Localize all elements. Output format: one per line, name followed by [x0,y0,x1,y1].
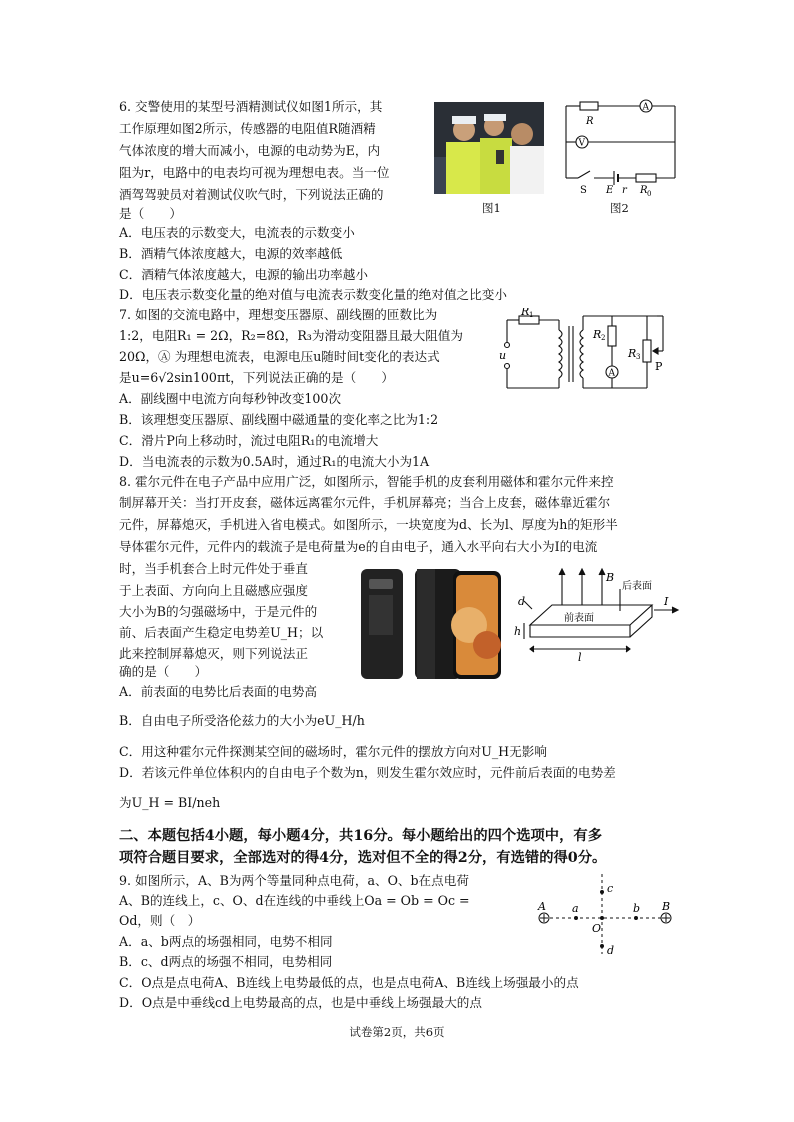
q8-line-1: 8. 霍尔元件在电子产品中应用广泛，如图所示，智能手机的皮套利用磁体和霍尔元件来控 [119,474,614,489]
q7-label-r1-sub: 1 [529,311,534,319]
fig2-label-ammeter: A [642,102,649,113]
q9-option-c: C．O点是点电荷A、B连线上电势最低的点，也是点电荷A、B连线上场强最小的点 [119,975,579,990]
q6-option-b: B．酒精气体浓度越大，电源的效率越低 [119,246,343,261]
hall-label-i: I [664,595,669,608]
hall-label-b: B [606,571,615,584]
q6-line-4: 阻为r，电路中的电表均可视为理想电表。当一位 [119,165,390,180]
fig2-label-voltmeter: V [578,138,585,149]
q9-label-b: b [633,902,641,915]
fig2-label-e: E [606,185,614,196]
fig2-caption: 图2 [610,201,629,215]
q7-option-d: D．当电流表的示数为0.5A时，通过R₁的电流大小为1A [119,454,430,469]
q8-option-d: D．若该元件单位体积内的自由电子个数为n，则发生霍尔效应时，元件前后表面的电势差 [119,765,616,780]
q9-label-b-charge: B [662,900,671,913]
q7-line-3: 20Ω，Ⓐ 为理想电流表，电源电压u随时间t变化的表达式 [119,349,440,364]
q6-circuit-diagram [560,98,685,198]
hall-label-l: l [578,651,582,664]
hall-element-diagram [512,565,682,665]
q7-line-4: 是u=6√2sin100πt，下列说法正确的是（ ） [119,370,395,385]
q8-wrap-1: 时，当手机套合上时元件处于垂直 [119,561,308,576]
q8-line-4: 导体霍尔元件，元件内的载流子是电荷量为e的自由电子，通入水平向右大小为I的电流 [119,539,598,554]
q6-option-c: C．酒精气体浓度越大，电源的输出功率越小 [119,267,368,282]
q7-label-u: u [499,349,507,362]
q7-label-r2-sub: 2 [601,334,606,342]
q7-option-b: B．该理想变压器原、副线圈中磁通量的变化率之比为1:2 [119,412,439,427]
fig2-label-r0: R [640,185,648,196]
q9-label-a-charge: A [538,900,546,913]
q8-line-3: 元件，屏幕熄灭，手机进入省电模式。如图所示，一块宽度为d、长为l、厚度为h的矩形半 [119,517,618,532]
q6-line-1: 6. 交警使用的某型号酒精测试仪如图1所示，其 [119,99,383,114]
q8-option-d-cont: 为U_H = BI/neh [119,795,221,810]
q6-line-3: 气体浓度的增大而减小，电源的电动势为E，内 [119,143,381,158]
q6-line-5: 酒驾驾驶员对着测试仪吹气时，下列说法正确的 [119,187,384,202]
q8-option-a: A．前表面的电势比后表面的电势高 [119,684,318,699]
hall-label-back: 后表面 [622,581,652,592]
q8-option-b: B．自由电子所受洛伦兹力的大小为eU_H/h [119,713,365,728]
page-footer: 试卷第2页，共6页 [349,1025,445,1039]
q7-transformer-circuit [497,308,677,398]
q9-charges-diagram [530,868,680,960]
fig2-label-r0-sub: 0 [647,190,652,198]
q9-option-b: B．c、d两点的场强不相同，电势相同 [119,954,333,969]
q8-line-2: 制屏幕开关：当打开皮套，磁体远离霍尔元件，手机屏幕亮；当合上皮套，磁体靠近霍尔 [119,495,611,510]
section2-line-1: 二、本题包括4小题，每小题4分，共16分。每小题给出的四个选项中，有多 [119,828,602,844]
q8-wrap-5: 此来控制屏幕熄灭，则下列说法正 [119,646,308,661]
fig1-caption: 图1 [482,201,501,215]
fig2-label-s: S [580,185,587,196]
q7-label-r1: R [521,308,530,318]
hall-label-front: 前表面 [564,613,594,624]
q9-label-a: a [572,902,579,915]
fig2-label-r: R [586,116,594,127]
q9-label-d: d [607,944,615,957]
section2-line-2: 项符合题目要求，全部选对的得4分，选对但不全的得2分，有选错的得0分。 [119,850,607,866]
q6-line-6: 是（ ） [119,206,182,221]
q9-option-a: A．a、b两点的场强相同，电势不相同 [119,934,333,949]
hall-label-d: d [518,595,526,608]
q7-option-c: C．滑片P向上移动时，流过电阻R₁的电流增大 [119,433,379,448]
q6-line-2: 工作原理如图2所示，传感器的电阻值R随酒精 [119,121,376,136]
q7-option-a: A．副线圈中电流方向每秒钟改变100次 [119,391,342,406]
q7-label-r3-sub: 3 [636,353,641,361]
q9-line-2: A、B的连线上，c、O、d在连线的中垂线上Oa = Ob = Oc = [119,893,470,908]
q8-wrap-2: 于上表面、方向向上且磁感应强度 [119,583,308,598]
q9-label-c: c [607,882,614,895]
phone-case-photo [355,565,505,683]
q7-label-r2: R [593,328,602,341]
q9-label-o: O [592,922,602,935]
q9-line-1: 9. 如图所示，A、B为两个等量同种点电荷，a、O、b在点电荷 [119,873,469,888]
q9-line-3: Od，则（ ） [119,913,201,928]
q7-line-2: 1:2，电阻R₁ = 2Ω，R₂=8Ω，R₃为滑动变阻器且最大阻值为 [119,328,463,343]
q6-option-a: A．电压表的示数变大，电流表的示数变小 [119,225,355,240]
police-breathalyzer-photo [434,102,544,194]
hall-label-h: h [514,625,522,638]
q8-wrap-4: 前、后表面产生稳定电势差U_H；以 [119,625,324,640]
q6-option-d: D．电压表示数变化量的绝对值与电流表示数变化量的绝对值之比变小 [119,287,507,302]
fig2-label-small-r: r [622,185,627,196]
q8-wrap-6: 确的是（ ） [119,664,208,679]
q8-wrap-3: 大小为B的匀强磁场中，于是元件的 [119,604,318,619]
q7-line-1: 7. 如图的交流电路中，理想变压器原、副线圈的匝数比为 [119,307,438,322]
q7-label-ammeter: A [608,368,615,379]
q8-option-c: C．用这种霍尔元件探测某空间的磁场时，霍尔元件的摆放方向对U_H无影响 [119,744,547,759]
q7-label-r3: R [628,347,637,360]
q9-option-d: D．O点是中垂线cd上电势最高的点，也是中垂线上场强最大的点 [119,995,482,1010]
q7-label-p: P [655,360,663,373]
